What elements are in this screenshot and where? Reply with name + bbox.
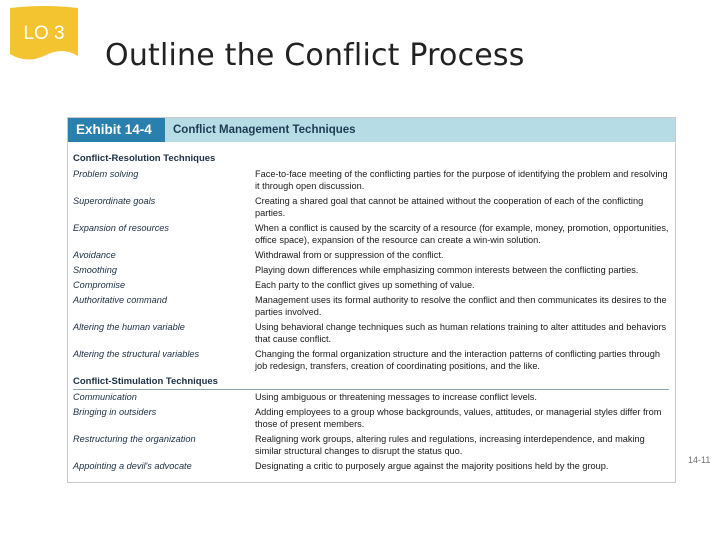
technique-name: Expansion of resources [73, 223, 170, 233]
technique-name: Altering the human variable [73, 322, 185, 332]
technique-description: Realigning work groups, altering rules and regulations, increasing interdependence, and making similar structural changes to disrupt the status quo. [255, 434, 645, 456]
exhibit-header [68, 118, 675, 142]
technique-name: Restructuring the organization [73, 434, 196, 444]
exhibit-name: Conflict Management Techniques [173, 124, 356, 136]
lo-label: LO 3 [23, 23, 65, 44]
technique-name: Altering the structural variables [73, 349, 200, 359]
page-number: 14-11 [688, 455, 711, 465]
section-divider [73, 389, 669, 390]
technique-name: Authoritative command [73, 295, 167, 305]
slide-title: Outline the Conflict Process [105, 38, 525, 73]
technique-name: Bringing in outsiders [73, 407, 157, 417]
technique-description: When a conflict is caused by the scarcity of a resource (for example, money, promotion, opportunities, office space), expansion of the resource can create a win-win solution. [255, 223, 669, 245]
technique-description: Using ambiguous or threatening messages to increase conflict levels. [255, 392, 537, 402]
lo-badge [7, 6, 81, 64]
technique-name: Avoidance [73, 250, 116, 260]
technique-description: Playing down differences while emphasizing common interests between the conflicting parties. [255, 265, 639, 275]
technique-name: Problem solving [73, 169, 139, 179]
technique-name: Appointing a devil's advocate [73, 461, 192, 471]
technique-description: Creating a shared goal that cannot be attained without the cooperation of each of the conflicting parties. [255, 196, 644, 218]
technique-description: Changing the formal organization structure and the interaction patterns of conflicting parties through job redesign, transfers, creation of coordinating positions, and the like. [255, 349, 660, 371]
technique-name: Communication [73, 392, 137, 402]
section-title-stimulation: Conflict-Stimulation Techniques [73, 376, 218, 387]
technique-description: Using behavioral change techniques such as human relations training to alter attitudes and behaviors that cause conflict. [255, 322, 667, 344]
technique-description: Management uses its formal authority to resolve the conflict and then communicates its desires to the parties involved. [255, 295, 667, 317]
technique-description: Each party to the conflict gives up something of value. [255, 280, 475, 290]
technique-description: Designating a critic to purposely argue against the majority positions held by the group. [255, 461, 609, 471]
section-title-resolution: Conflict-Resolution Techniques [73, 153, 216, 164]
exhibit-table [67, 117, 676, 483]
technique-name: Compromise [73, 280, 126, 290]
technique-description: Face-to-face meeting of the conflicting parties for the purpose of identifying the problem and resolving it through open discussion. [255, 169, 668, 191]
exhibit-tag: Exhibit 14-4 [68, 118, 165, 142]
technique-name: Smoothing [73, 265, 117, 275]
technique-description: Withdrawal from or suppression of the conflict. [255, 250, 444, 260]
technique-description: Adding employees to a group whose backgrounds, values, attitudes, or managerial styles differ from those of present members. [255, 407, 662, 429]
technique-name: Superordinate goals [73, 196, 156, 206]
